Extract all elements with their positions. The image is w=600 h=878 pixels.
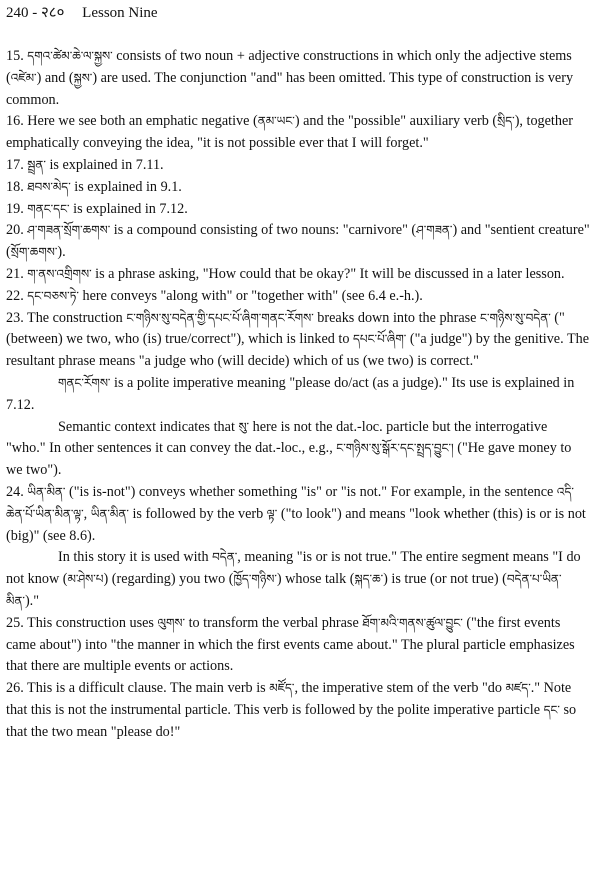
note-26: 26. This is a difficult clause. The main verb is མཛོད་, the imperative stem of the verb "do མཛད་." Note that this is not the instrumental particle. This verb is followed by the polite imperative particle དང་ so that the two mean "please do!" [6,680,577,740]
page-header [6,4,590,22]
page-number: 240 - २८० [6,5,65,21]
note-22: 22. དང་བཅས་ཏེ་ here conveys "along with" or "together with" (see 6.4 e.-h.). [6,287,423,304]
lesson-title: Lesson Nine [82,5,158,21]
note-16: 16. Here we see both an emphatic negative (ནམ་ཡང་) and the "possible" auxiliary verb (སྲིད་), together emphatically conveying the idea, "it is not possible ever that I will forget." [6,113,573,152]
note-21: 21. ག་ནས་འགྲིགས་ is a phrase asking, "How could that be okay?" It will be discussed in a later lesson. [6,265,565,282]
note-20: 20. ཤ་གཟན་སྲོག་ཆགས་ is a compound consisting of two nouns: "carnivore" (ཤ་གཟན་) and "sentient creature" (སྲོག་ཆགས་). [6,222,590,261]
note-15: 15. དགའ་ཚེམ་ཆེ་ལ་སྐྱས་ consists of two noun + adjective constructions in which only the adjective stems (འཛེམ་) and (སྐྱས་) are used. The conjunction "and" has been omitted. This type of construction is very common. [6,48,574,108]
notes-body [6,46,590,744]
note-23: 23. The construction ང་གཉིས་སུ་བདེན་གྱི་དཔང་པོ་ཞིག་གནང་རོགས་ breaks down into the phrase ང་གཉིས་སུ་བདེན་ ("(between) we two, who (is) true/correct"), which is linked to དཔང་པོ་ཞིག་ ("a judge") by the genitive. The resultant phrase means "a judge who (will decide) which of us (we two) is correct." [6,309,589,370]
note-25: 25. This construction uses ལུགས་ to transform the verbal phrase ཐོག་མའི་གནས་ཚུལ་བྱུང་ ("the first events came about") into "the manner in which the first events came about." The plural particle emphasizes that there are multiple events or actions. [6,614,575,675]
note-24: 24. ཡིན་མིན་ ("is is-not") conveys whether something "is" or "is not." For example, in the sentence འདི་ཆེན་པོ་ཡིན་མིན་ལྟ་, ཡིན་མིན་ is followed by the verb ལྟ་ ("to look") and means "look whether (this) is or is not (big)" (see 8.6). [6,483,586,544]
note-18: 18. ཐབས་མེད་ is explained in 9.1. [6,178,182,195]
note-23-semantic-context: Semantic context indicates that སུ་ here is not the dat.-loc. particle but the interrogative "who." In other sentences it can convey the dat.-loc., e.g., ང་གཉིས་སུ་སྒོར་དང་སྤྲད་བྱུང་། ("He gave money to we two"). [6,418,572,479]
note-24-story-usage: In this story it is used with བདེན་, meaning "is or is not true." The entire segment means "I do not know (མ་ཤེས་པ) (regarding) you two (ཁྱོད་གཉིས་) whose talk (སྐད་ཆ་) is true (or not true) (བདེན་པ་ཡིན་མིན་)." [6,549,581,609]
note-23-polite-imperative: གནང་རོགས་ is a polite imperative meaning "please do/act (as a judge)." Its use is explained in 7.12. [6,374,575,413]
note-19: 19. གནང་དང་ is explained in 7.12. [6,200,188,217]
note-17: 17. སྦྲན་ is explained in 7.11. [6,156,164,173]
